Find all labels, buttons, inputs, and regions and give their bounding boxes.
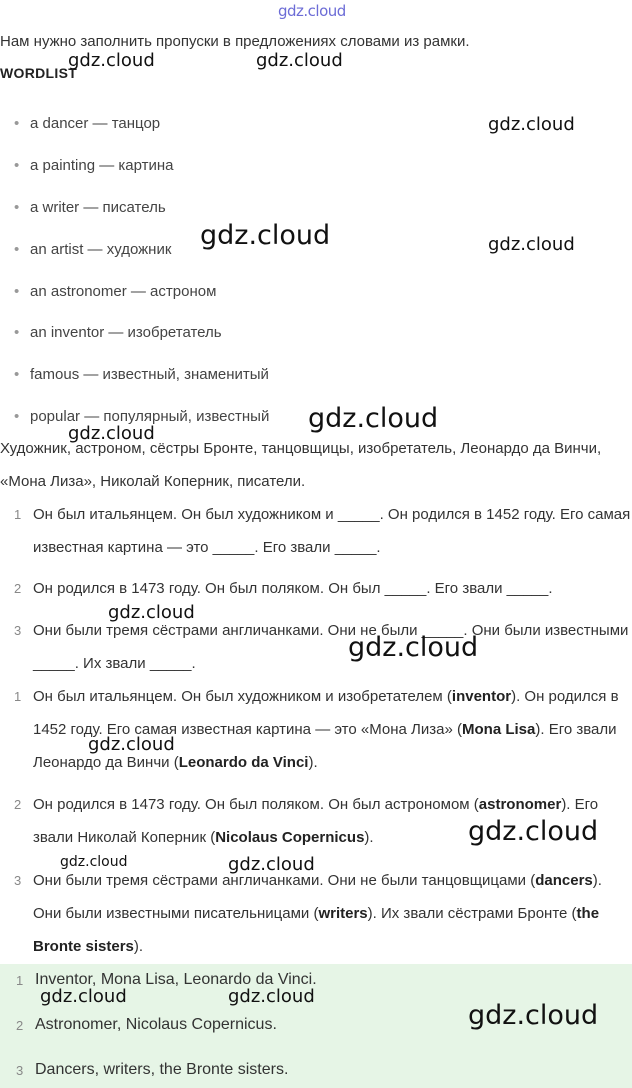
gap-sentence-text: Он был итальянцем. Он был художником и _____. Он родился в 1452 году. Его самая известная картина — это _____. Его звали _____. <box>33 506 631 556</box>
watermark: gdz.cloud <box>348 632 479 663</box>
watermark: gdz.cloud <box>228 854 315 875</box>
bullet-icon: • <box>14 408 20 425</box>
item-number: 1 <box>14 507 22 522</box>
wordlist-item: • a painting — картина <box>14 157 174 174</box>
gap-sentence-text: Он родился в 1473 году. Он был поляком. Он был _____. Его звали _____. <box>33 580 553 597</box>
intro-text: Нам нужно заполнить пропуски в предложениях словами из рамки. <box>0 33 470 50</box>
answer-word: astronomer <box>478 796 562 813</box>
watermark: gdz.cloud <box>108 602 195 623</box>
item-number: 3 <box>14 873 22 888</box>
answer-word: writers <box>318 905 368 922</box>
watermark: gdz.cloud <box>488 234 575 255</box>
answer-word: Mona Lisa <box>462 721 536 738</box>
filled-sentence-text: Он был итальянцем. Он был художником и изобретателем (inventor). Он родился в 1452 году. Его самая известная картина — это «Мона Лиза» (Mona Lisa). Его звали Леонардо да Винчи (Leonardo da Vinci). <box>33 688 619 771</box>
wordlist-item: • a writer — писатель <box>14 199 166 216</box>
watermark: gdz.cloud <box>200 220 331 251</box>
answer-text: Inventor, Mona Lisa, Leonardo da Vinci. <box>35 971 317 988</box>
item-number: 3 <box>14 623 22 638</box>
item-number: 1 <box>14 689 22 704</box>
watermark: gdz.cloud <box>60 854 128 870</box>
wordlist-item: • a dancer — танцор <box>14 115 161 132</box>
watermark: gdz.cloud <box>308 403 439 434</box>
item-number: 2 <box>16 1018 24 1033</box>
wordlist-item: • an artist — художник <box>14 241 172 258</box>
bullet-icon: • <box>14 241 20 258</box>
watermark: gdz.cloud <box>88 734 175 755</box>
wordlist-title: WORDLIST <box>0 65 78 81</box>
answer-text: Dancers, writers, the Bronte sisters. <box>35 1061 289 1078</box>
frame-words-paragraph: Художник, астроном, сёстры Бронте, танцовщицы, изобретатель, Леонардо да Винчи, «Мона Лиза», Николай Коперник, писатели. <box>0 440 602 490</box>
gap-sentence-text: Они были тремя сёстрами англичанками. Они не были _____. Они были известными _____. Их звали _____. <box>33 622 629 672</box>
watermark: gdz.cloud <box>488 114 575 135</box>
site-logo[interactable]: gdz.cloud <box>278 2 346 20</box>
answer-word: inventor <box>451 688 512 705</box>
bullet-icon: • <box>14 283 20 300</box>
bullet-icon: • <box>14 324 20 341</box>
bullet-icon: • <box>14 199 20 216</box>
answer-word: Nicolaus Copernicus <box>215 829 365 846</box>
wordlist-item: • popular — популярный, известный <box>14 408 270 425</box>
filled-sentence-text: Он родился в 1473 году. Он был поляком. Он был астрономом (astronomer). Его звали Николай Коперник (Nicolaus Copernicus). <box>33 796 599 846</box>
answer-text: Astronomer, Nicolaus Copernicus. <box>35 1016 277 1033</box>
answer-word: the Bronte sisters <box>33 905 600 955</box>
answer-word: Leonardo da Vinci <box>178 754 309 771</box>
wordlist-item: • an inventor — изобретатель <box>14 324 222 341</box>
watermark: gdz.cloud <box>40 986 127 1007</box>
item-number: 2 <box>14 581 22 596</box>
bullet-icon: • <box>14 157 20 174</box>
watermark: gdz.cloud <box>256 50 343 71</box>
filled-sentence-text: Они были тремя сёстрами англичанками. Они не были танцовщицами (dancers). Они были известными писательницами (writers). Их звали сёстрами Бронте (the Bronte sisters). <box>33 872 602 955</box>
watermark: gdz.cloud <box>468 1000 599 1031</box>
bullet-icon: • <box>14 115 20 132</box>
wordlist-item: • an astronomer — астроном <box>14 283 217 300</box>
watermark: gdz.cloud <box>68 423 155 444</box>
item-number: 2 <box>14 797 22 812</box>
bullet-icon: • <box>14 366 20 383</box>
watermark: gdz.cloud <box>68 50 155 71</box>
answer-word: dancers <box>535 872 593 889</box>
wordlist-item: • famous — известный, знаменитый <box>14 366 269 383</box>
item-number: 1 <box>16 973 24 988</box>
watermark: gdz.cloud <box>228 986 315 1007</box>
watermark: gdz.cloud <box>468 816 599 847</box>
item-number: 3 <box>16 1063 24 1078</box>
